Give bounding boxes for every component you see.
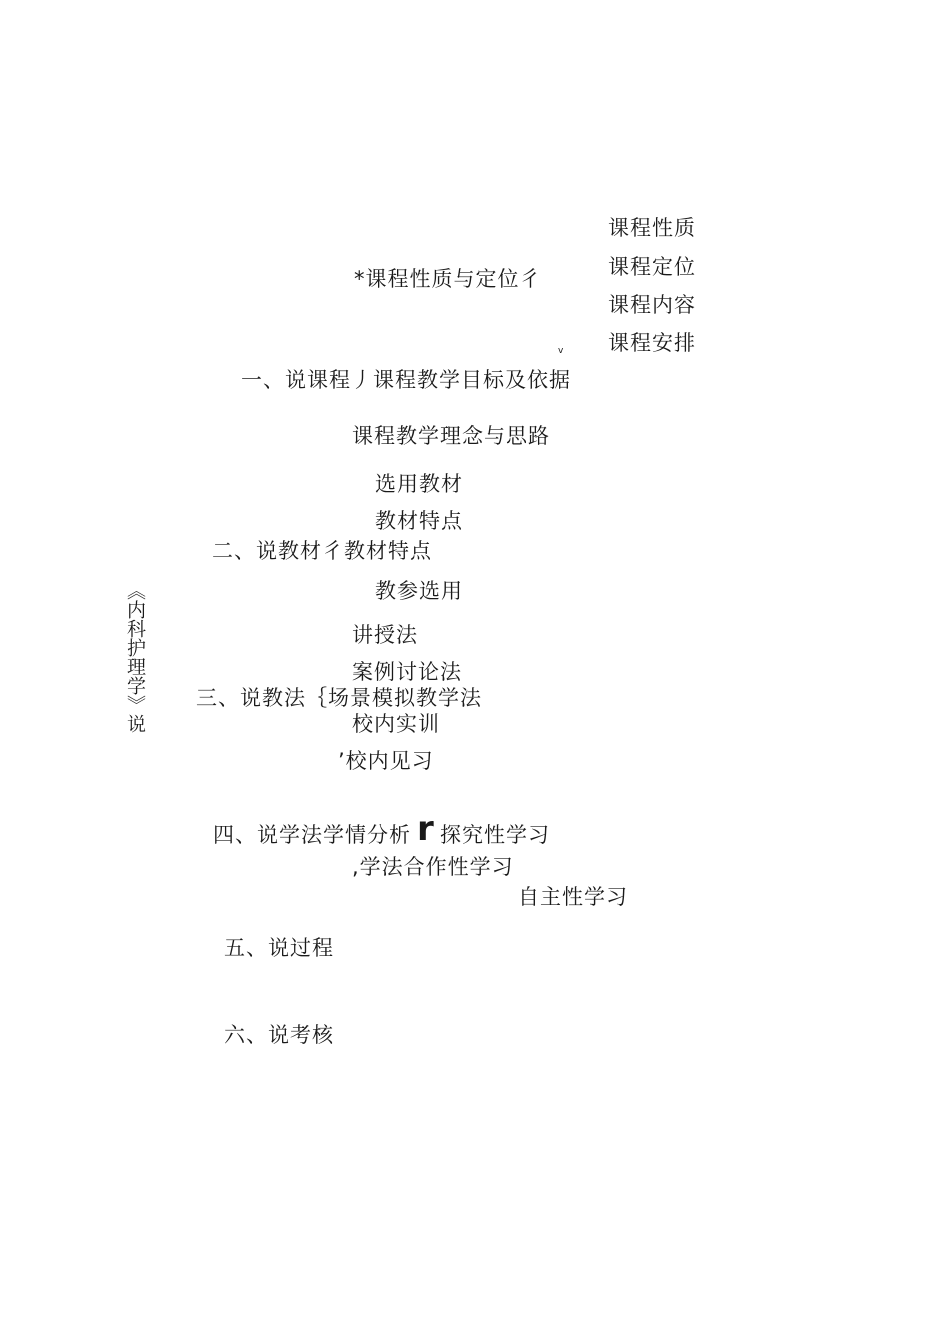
section-2-heading: 二、说教材彳教材特点: [212, 539, 432, 563]
section-2-item-2: 教材特点: [375, 509, 463, 533]
section-1-heading: 一、说课程丿课程教学目标及依据: [241, 368, 571, 392]
nature-item-1: 课程性质: [608, 216, 696, 240]
section-3-item-3: 校内实训: [352, 712, 440, 736]
nature-mark: v: [558, 346, 564, 356]
section-6-heading: 六、说考核: [224, 1023, 334, 1047]
section-1-sub: 课程教学理念与思路: [352, 424, 550, 448]
section-3-item-1: 讲授法: [352, 623, 418, 647]
section-4-item-2: ,学法合作性学习: [352, 855, 514, 879]
section-3-item-2: 案例讨论法: [352, 660, 462, 684]
side-title: 《内科护理学》说: [124, 581, 146, 733]
nature-item-4: 课程安排: [608, 331, 696, 355]
section-4-item-3: 自主性学习: [518, 885, 628, 909]
section-3-item-4: ’校内见习: [338, 749, 434, 773]
nature-item-3: 课程内容: [608, 293, 696, 317]
section-5-heading: 五、说过程: [224, 936, 334, 960]
nature-item-2: 课程定位: [608, 255, 696, 279]
section-4-heading: 四、说学法学情分析: [213, 823, 411, 847]
section-3-heading: 三、说教法｛场景模拟教学法: [196, 686, 482, 710]
section-2-item-1: 选用教材: [375, 472, 463, 496]
section-2-item-3: 教参选用: [375, 579, 463, 603]
nature-lead: *课程性质与定位彳: [354, 267, 542, 291]
section-4-item-1: 探究性学习: [440, 823, 550, 847]
section-4-brace: r: [417, 809, 434, 849]
